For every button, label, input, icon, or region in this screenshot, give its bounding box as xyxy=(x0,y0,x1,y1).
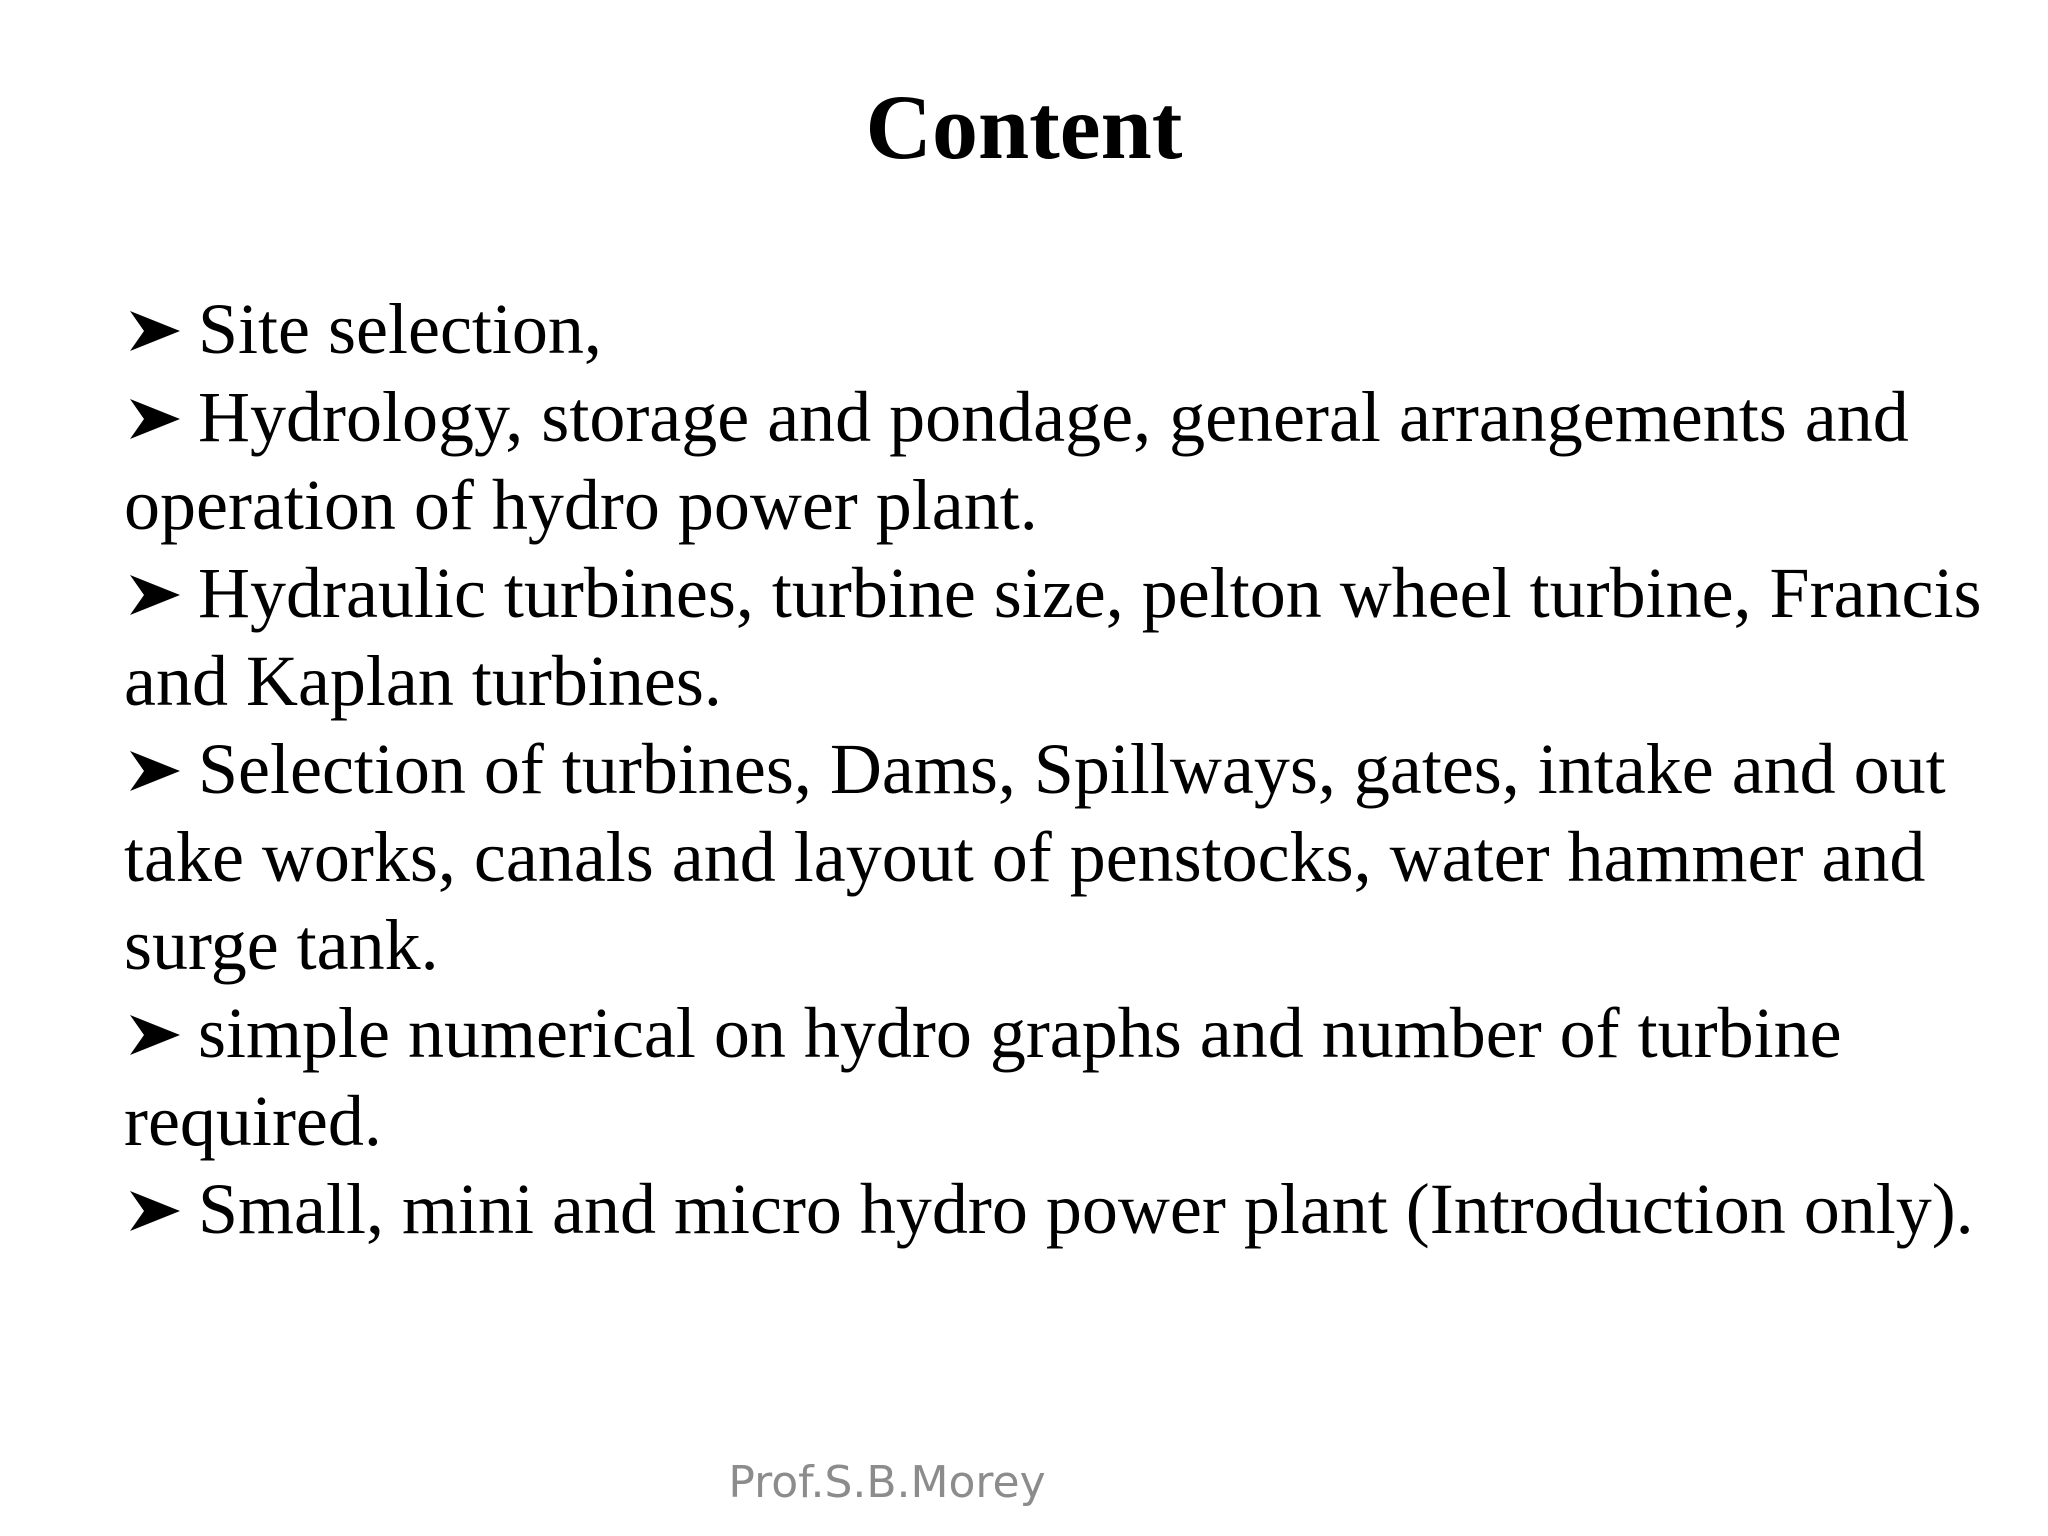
bullet-text: simple numerical on hydro graphs and number of turbine required. xyxy=(124,993,1842,1161)
content-list xyxy=(124,285,1984,1253)
footer-author: Prof.S.B.Morey xyxy=(728,1457,1046,1508)
list-item xyxy=(124,285,1984,373)
bullet-text: Site selection, xyxy=(198,289,602,369)
arrow-bullet-icon xyxy=(124,393,186,445)
list-item xyxy=(124,725,1984,989)
bullet-text: Hydraulic turbines, turbine size, pelton wheel turbine, Francis and Kaplan turbines. xyxy=(124,553,1982,721)
bullet-text: Selection of turbines, Dams, Spillways, gates, intake and out take works, canals and layout of penstocks, water hammer and surge tank. xyxy=(124,729,1946,985)
list-item xyxy=(124,989,1984,1165)
arrow-bullet-icon xyxy=(124,745,186,797)
arrow-bullet-icon xyxy=(124,1185,186,1237)
arrow-bullet-icon xyxy=(124,1009,186,1061)
slide-title: Content xyxy=(865,76,1183,178)
bullet-text: Hydrology, storage and pondage, general arrangements and operation of hydro power plant. xyxy=(124,377,1909,545)
list-item xyxy=(124,1165,1984,1253)
list-item xyxy=(124,549,1984,725)
arrow-bullet-icon xyxy=(124,305,186,357)
arrow-bullet-icon xyxy=(124,569,186,621)
list-item xyxy=(124,373,1984,549)
bullet-text: Small, mini and micro hydro power plant (Introduction only). xyxy=(198,1169,1974,1249)
